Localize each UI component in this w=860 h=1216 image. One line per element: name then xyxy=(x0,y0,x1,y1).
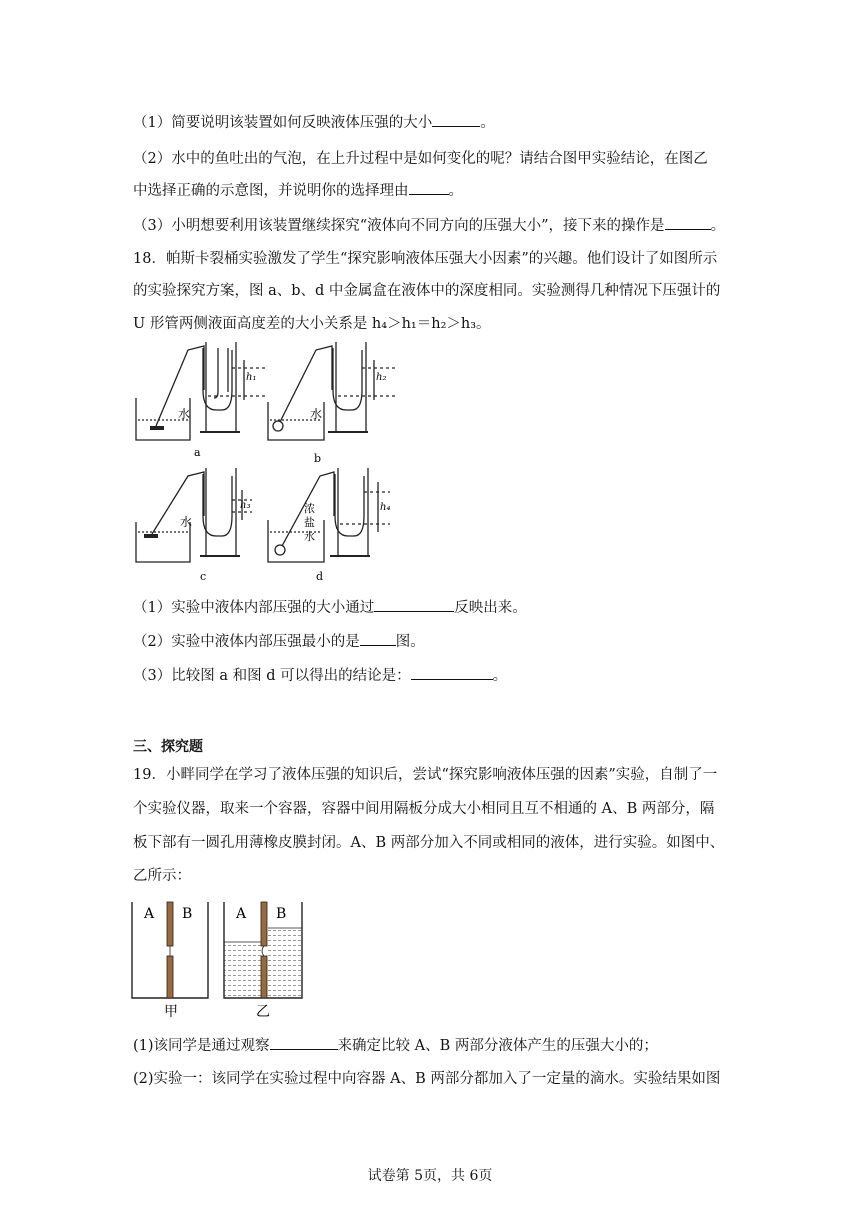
q18-sub3-text: （3）比较图 a 和图 d 可以得出的结论是： xyxy=(133,668,411,684)
q17-sub3 xyxy=(133,215,725,236)
answer-blank[interactable] xyxy=(409,180,449,195)
label-d: d xyxy=(316,570,324,583)
label-brine-1: 浓 xyxy=(304,502,315,515)
label-brine-3: 水 xyxy=(304,530,315,543)
q18-line3: U 形管两侧液面高度差的大小关系是 h₄＞h₁＝h₂＞h₃。 xyxy=(133,316,491,332)
answer-blank[interactable] xyxy=(411,665,493,680)
q17-sub1 xyxy=(133,112,495,133)
q18-sub1-end: 反映出来。 xyxy=(454,600,527,616)
q19-line2: 个实验仪器，取来一个容器，容器中间用隔板分成大小相同且互不相通的 A、B 两部分，隔 xyxy=(133,801,715,817)
q18-sub1-text: （1）实验中液体内部压强的大小通过 xyxy=(133,600,375,616)
answer-blank[interactable] xyxy=(665,215,711,230)
label-A-yi: A xyxy=(236,906,247,922)
q19-line1: 19．小畔同学在学习了液体压强的知识后，尝试“探究影响液体压强的因素”实验，自制了一 xyxy=(133,767,718,783)
q19-line4: 乙所示： xyxy=(133,868,191,884)
q19-sub2: (2)实验一：该同学在实验过程中向容器 A、B 两部分都加入了一定量的滴水。实验结果如图 xyxy=(133,1071,721,1087)
answer-blank[interactable] xyxy=(270,1035,338,1050)
label-a: a xyxy=(194,446,201,459)
q18-sub3 xyxy=(133,665,507,686)
q18-figure xyxy=(128,340,408,585)
q19-sub1-text: (1)该同学是通过观察 xyxy=(133,1038,270,1054)
q17-sub2-line1: （2）水中的鱼吐出的气泡，在上升过程中是如何变化的呢？请结合图甲实验结论，在图乙 xyxy=(133,151,708,167)
q17-sub2-line2 xyxy=(133,180,463,201)
apparatus-d xyxy=(268,468,390,562)
answer-blank[interactable] xyxy=(374,597,454,612)
q19-figure xyxy=(128,898,308,1020)
label-brine-2: 盐 xyxy=(304,516,315,529)
q18-sub3-end: 。 xyxy=(492,668,508,684)
label-c: c xyxy=(200,570,207,583)
q19-sub1-end: 来确定比较 A、B 两部分液体产生的压强大小的； xyxy=(337,1038,658,1054)
q18-sub2 xyxy=(133,631,425,652)
q17-sub2-text: 中选择正确的示意图，并说明你的选择理由 xyxy=(133,183,409,199)
label-h3: h₃ xyxy=(240,500,251,511)
q18-sub2-end: 图。 xyxy=(395,634,425,650)
q18-line2: 的实验探究方案，图 a、b、d 中金属盒在液体中的深度相同。实验测得几种情况下压强计的 xyxy=(133,283,721,299)
q19-sub1 xyxy=(133,1035,658,1056)
apparatus-b xyxy=(268,342,398,440)
label-water-b: 水 xyxy=(310,407,323,421)
label-b: b xyxy=(314,452,322,465)
section-title: 三、探究题 xyxy=(133,739,203,755)
q17-sub1-text: （1）简要说明该装置如何反映液体压强的大小 xyxy=(133,115,433,131)
apparatus-c xyxy=(136,468,252,562)
label-B-jia: B xyxy=(182,906,193,922)
label-A-jia: A xyxy=(144,906,155,922)
label-h1: h₁ xyxy=(246,372,257,383)
q17-sub3-text: （3）小明想要利用该装置继续探究“液体向不同方向的压强大小”，接下来的操作是 xyxy=(133,218,665,234)
label-h2: h₂ xyxy=(376,372,387,383)
page-footer: 试卷第 5页，共 6页 xyxy=(367,1168,493,1184)
q18-sub1 xyxy=(133,597,527,618)
q17-sub3-end: 。 xyxy=(710,218,726,234)
label-h4: h₄ xyxy=(380,502,391,513)
answer-blank[interactable] xyxy=(432,112,480,127)
answer-blank[interactable] xyxy=(360,631,396,646)
q19-line3: 板下部有一圆孔用薄橡皮膜封闭。A、B 两部分加入不同或相同的液体，进行实验。如图中、 xyxy=(133,835,725,851)
apparatus-a xyxy=(136,342,268,440)
label-water-c: 水 xyxy=(180,515,193,529)
q17-sub2-end: 。 xyxy=(448,183,463,199)
q17-sub1-end: 。 xyxy=(480,115,495,131)
label-water-a: 水 xyxy=(178,407,191,421)
q18-sub2-text: （2）实验中液体内部压强最小的是 xyxy=(133,634,360,650)
label-jia: 甲 xyxy=(164,1004,178,1020)
q18-line1: 18．帕斯卡裂桶实验激发了学生“探究影响液体压强大小因素”的兴趣。他们设计了如图所示 xyxy=(133,251,718,267)
label-yi: 乙 xyxy=(256,1004,270,1020)
label-B-yi: B xyxy=(276,906,287,922)
